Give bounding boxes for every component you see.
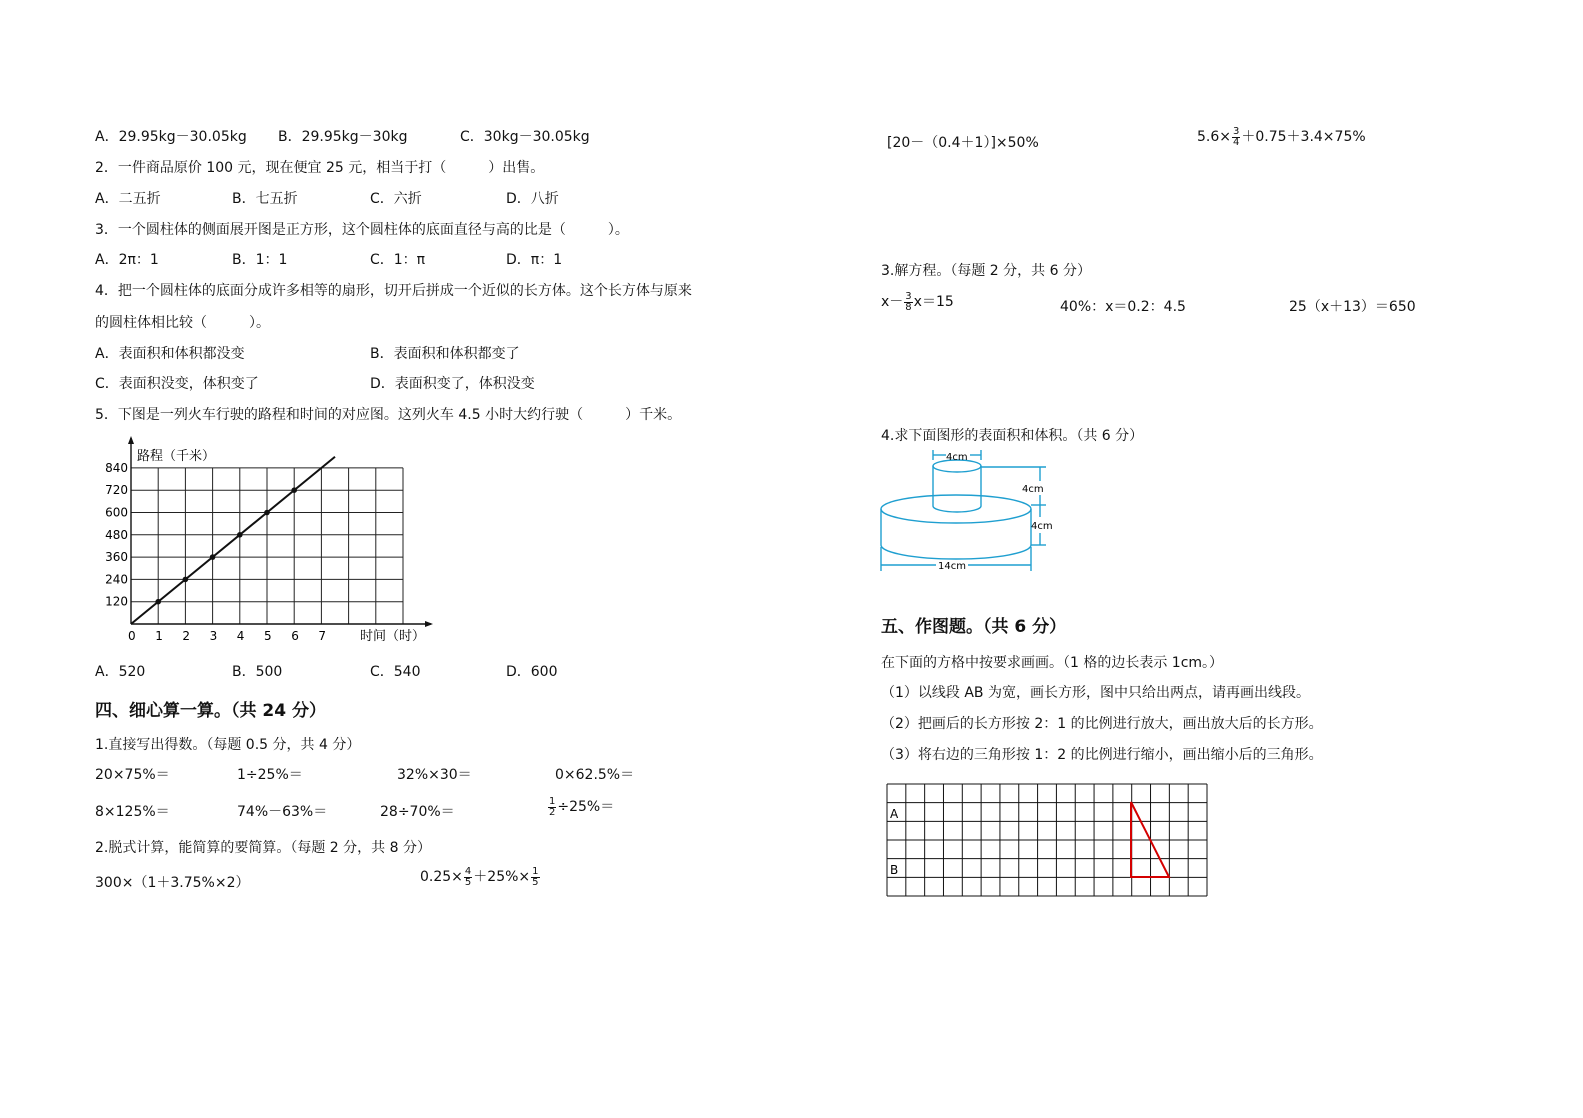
equation-2: 40%：x＝0.2：4.5	[1060, 299, 1186, 315]
fraction: $\frac{3}{8}$	[905, 290, 912, 313]
chart-series	[131, 457, 335, 624]
q3-option-a: A．2π：1	[95, 252, 159, 268]
top-cylinder-base	[933, 506, 981, 512]
q4-option-b: B．表面积和体积都变了	[370, 346, 520, 362]
expression-2: 0.25× $\frac{4}{5}$ ＋25%× $\frac{1}{5}$	[420, 865, 539, 888]
question-3: 3．一个圆柱体的侧面展开图是正方形，这个圆柱体的底面直径与高的比是（ ）。	[95, 222, 629, 238]
fraction: $\frac{1}{5}$	[532, 865, 539, 888]
q3-option-d: D．π：1	[506, 252, 563, 268]
y-tick-label: 480	[105, 527, 128, 542]
question-4-line1: 4．把一个圆柱体的底面分成许多相等的扇形，切开后拼成一个近似的长方体。这个长方体与原来	[95, 283, 692, 299]
q3-option-c: C．1：π	[370, 252, 426, 268]
label-bottom-diameter: 14cm	[938, 561, 966, 572]
q2-option-c: C．六折	[370, 191, 422, 207]
drawing-grid	[886, 783, 1208, 898]
q4-option-d: D．表面积变了，体积没变	[370, 376, 535, 392]
fraction: $\frac{4}{5}$	[464, 865, 472, 888]
x-tick-label: 7	[318, 629, 327, 643]
question-2: 2．一件商品原价 100 元，现在便宜 25 元，相当于打（ ）出售。	[95, 160, 545, 176]
series-line	[131, 457, 335, 624]
q5-option-a: A．520	[95, 664, 146, 680]
question-5: 5．下图是一列火车行驶的路程和时间的对应图。这列火车 4.5 小时大约行驶（ ）千米。	[95, 407, 682, 423]
drawing-task-3: （3）将右边的三角形按 1：2 的比例进行缩小，画出缩小后的三角形。	[881, 747, 1323, 763]
x-tick-label: 4	[236, 629, 245, 643]
section-4-title: 四、细心算一算。（共 24 分）	[95, 701, 326, 721]
subsection-2-title: 2.脱式计算，能简算的要简算。（每题 2 分，共 8 分）	[95, 840, 431, 856]
data-point	[155, 599, 161, 605]
q4-option-c: C．表面积没变，体积变了	[95, 376, 259, 392]
expression-3: [20－（0.4＋1）]×50%	[887, 135, 1039, 151]
calc-item: 1÷25%＝	[237, 767, 303, 783]
y-axis-arrow	[128, 436, 134, 444]
x-tick-label: 5	[264, 629, 272, 643]
y-tick-label: 720	[105, 483, 128, 498]
x-tick-label: 0	[128, 629, 136, 643]
calc-item: 74%－63%＝	[237, 804, 328, 820]
calc-item: 32%×30＝	[397, 767, 472, 783]
x-tick-label: 6	[291, 629, 299, 643]
drawing-task-1: （1）以线段 AB 为宽，画长方形，图中只给出两点，请再画出线段。	[881, 685, 1310, 701]
stacked-cylinders-figure	[876, 445, 1076, 575]
q1-option-a: A．29.95kg－30.05kg	[95, 129, 247, 145]
section-5-intro: 在下面的方格中按要求画画。（1 格的边长表示 1cm。）	[881, 655, 1224, 671]
data-point	[237, 532, 243, 538]
calc-item-fraction: $\frac{1}{2}$ ÷25%＝	[549, 795, 615, 818]
x-tick-label: 3	[209, 629, 218, 643]
equation-1: x－ $\frac{3}{8}$ x＝15	[881, 290, 954, 313]
x-tick-label: 1	[155, 629, 163, 643]
calc-item: 8×125%＝	[95, 804, 170, 820]
q5-option-b: B．500	[232, 664, 283, 680]
fraction: $\frac{1}{2}$	[549, 795, 556, 818]
data-point	[264, 510, 270, 516]
label-bottom-height: 4cm	[1031, 521, 1053, 532]
expression-4: 5.6× $\frac{3}{4}$ ＋0.75＋3.4×75%	[1197, 125, 1366, 148]
bottom-cylinder-base	[881, 545, 1031, 559]
calc-item: 0×62.5%＝	[555, 767, 635, 783]
subsection-1-title: 1.直接写出得数。（每题 0.5 分，共 4 分）	[95, 737, 361, 753]
y-tick-label: 120	[105, 594, 128, 609]
drawing-grid-lines	[887, 784, 1207, 896]
data-point	[210, 554, 216, 560]
calc-item: 28÷70%＝	[380, 804, 455, 820]
data-point	[183, 577, 189, 583]
q1-option-b: B．29.95kg－30kg	[278, 129, 408, 145]
q2-option-b: B．七五折	[232, 191, 298, 207]
q5-option-d: D．600	[506, 664, 558, 680]
question-4-line2: 的圆柱体相比较（ ）。	[95, 315, 270, 331]
y-tick-label: 360	[105, 550, 128, 565]
drawing-task-2: （2）把画后的长方形按 2：1 的比例进行放大，画出放大后的长方形。	[881, 716, 1323, 732]
section-5-title: 五、作图题。（共 6 分）	[881, 617, 1067, 637]
subsection-3-title: 3.解方程。（每题 2 分，共 6 分）	[881, 263, 1091, 279]
q5-option-c: C．540	[370, 664, 421, 680]
point-a-label: A	[890, 807, 899, 821]
distance-time-chart	[95, 432, 445, 650]
chart-axes	[128, 436, 433, 627]
point-b-label: B	[890, 863, 899, 877]
chart-x-label: 时间（时）	[360, 629, 426, 644]
calc-item: 20×75%＝	[95, 767, 170, 783]
data-point	[291, 487, 297, 493]
q4-option-a: A．表面积和体积都没变	[95, 346, 245, 362]
y-tick-label: 840	[105, 460, 128, 475]
q2-option-d: D．八折	[506, 191, 559, 207]
x-axis-arrow	[425, 621, 433, 627]
bottom-cylinder-top-face	[881, 495, 1031, 523]
x-tick-label: 2	[182, 629, 191, 643]
chart-y-label: 路程（千米）	[137, 449, 216, 464]
q3-option-b: B．1：1	[232, 252, 288, 268]
y-tick-label: 600	[105, 505, 128, 520]
chart-grid	[131, 468, 403, 624]
fraction: $\frac{3}{4}$	[1233, 125, 1240, 148]
q2-option-a: A．二五折	[95, 191, 161, 207]
subsection-4-title: 4.求下面图形的表面积和体积。（共 6 分）	[881, 428, 1144, 444]
equation-3: 25（x＋13）＝650	[1289, 299, 1416, 315]
q1-option-c: C．30kg－30.05kg	[460, 129, 590, 145]
y-tick-label: 240	[105, 572, 128, 587]
label-top-height: 4cm	[1022, 484, 1044, 495]
label-top-diameter: 4cm	[946, 452, 968, 463]
expression-1: 300×（1＋3.75%×2）	[95, 875, 250, 891]
